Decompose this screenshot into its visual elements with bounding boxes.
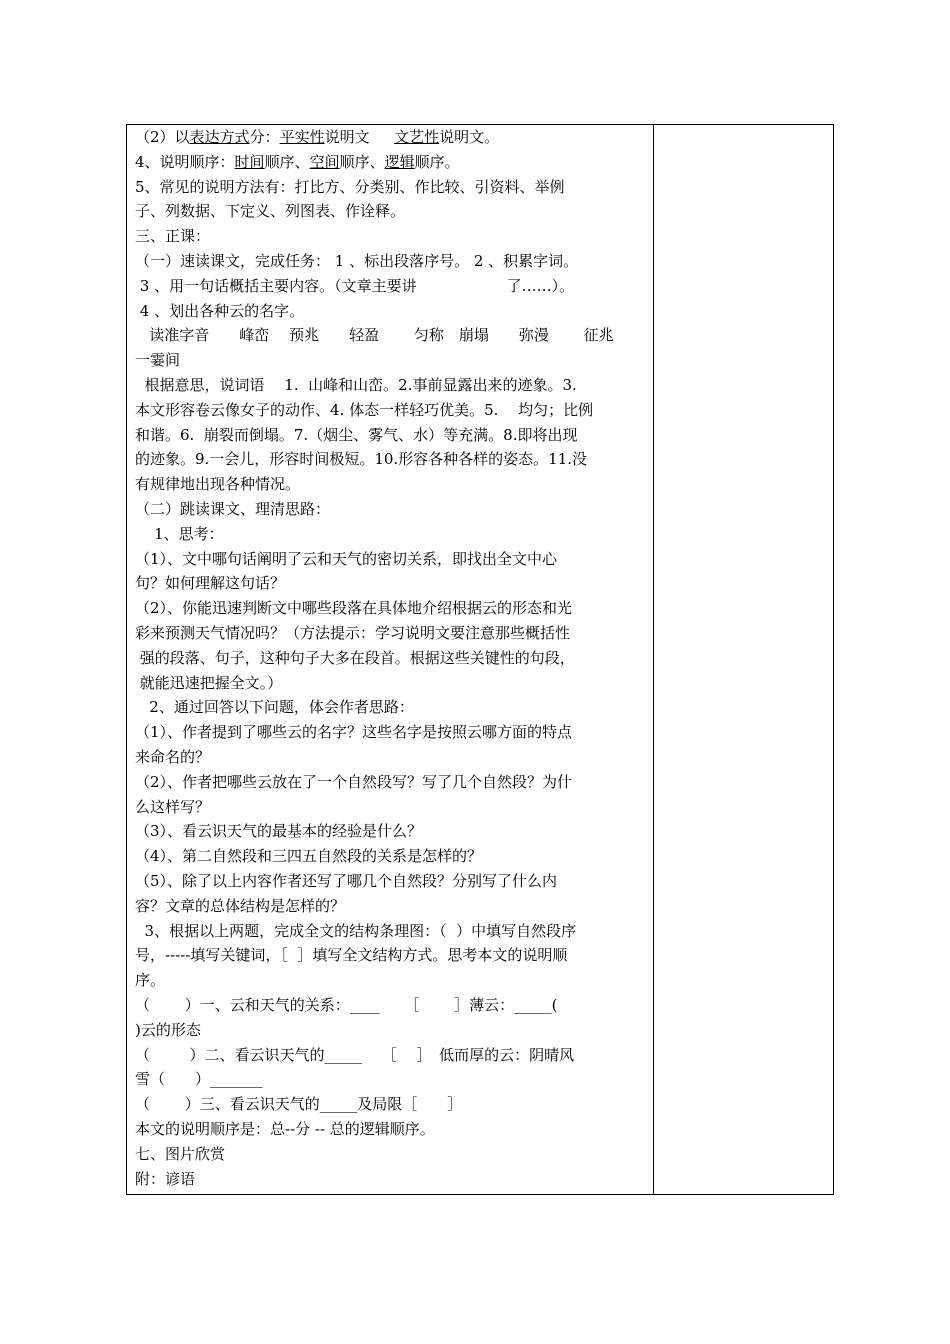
text-run: 顺序、: [339, 152, 385, 171]
text-run: 3、根据以上两题，完成全文的结构条理图：（ ）中填写自然段序: [135, 921, 577, 940]
text-line: [135, 127, 499, 147]
text-line: [135, 177, 565, 197]
text-run: 雪（ ）_______: [135, 1070, 263, 1089]
text-run: 强的段落、句子，这种句子大多在段首。根据这些关键性的句段，: [135, 648, 575, 667]
text-line: [135, 573, 285, 593]
text-line: [135, 474, 300, 494]
text-line: [135, 1119, 435, 1139]
text-run: （ ）三、看云识天气的_____及局限［ ］: [135, 1095, 463, 1114]
text-run: 根据意思，说词语 1. 山峰和山峦。2.事前显露出来的迹象。3.: [135, 376, 577, 394]
text-run: （4）、第二自然段和三四五自然段的关系是怎样的？: [135, 847, 483, 866]
text-line: [135, 549, 557, 569]
underlined-term: 文艺性: [394, 128, 440, 146]
text-run: （1）、文中哪句话阐明了云和天气的密切关系，即找出全文中心: [135, 549, 558, 568]
text-run: 2、通过回答以下问题，体会作者思路：: [135, 698, 414, 717]
text-run: （5）、除了以上内容作者还写了哪几个自然段？分别写了什么内: [135, 872, 558, 890]
text-line: [135, 697, 414, 717]
text-run: 一霎间: [135, 351, 181, 370]
text-line: [135, 449, 587, 469]
text-line: [135, 995, 557, 1015]
text-line: [135, 276, 574, 296]
text-run: 5、常见的说明方法有：打比方、分类别、作比较、引资料、举例: [135, 177, 565, 196]
text-line: [135, 772, 572, 792]
text-line: [135, 921, 576, 941]
text-run: 说明文。: [439, 128, 500, 146]
text-line: [135, 1045, 574, 1065]
text-run: 容？文章的总体结构是怎样的？: [135, 896, 346, 915]
text-line: [135, 896, 345, 916]
text-run: 4 、划出各种云的名字。: [135, 301, 305, 320]
text-run: （2）以: [135, 128, 190, 146]
text-run: 来命名的？: [135, 748, 211, 766]
text-run: 说明文: [324, 128, 395, 146]
text-line: [135, 846, 482, 866]
text-line: [135, 722, 572, 742]
text-run: （ ）一、云和天气的关系：____ ［ ］薄云：_____(: [135, 996, 558, 1014]
text-line: [135, 524, 224, 544]
text-run: （1）、作者提到了哪些云的名字？这些名字是按照云哪方面的特点: [135, 723, 573, 742]
text-run: 本文的说明顺序是：总--分 -- 总的逻辑顺序。: [135, 1120, 435, 1138]
text-run: )云的形态: [135, 1020, 201, 1039]
text-line: [135, 499, 330, 519]
text-line: [135, 797, 210, 817]
text-line: [135, 425, 577, 445]
text-run: 子、列数据、下定义、列图表、作诠释。: [135, 202, 406, 221]
text-run: 本文形容卷云像女子的动作、4. 体态一样轻巧优美。5. 均匀；比例: [135, 400, 594, 419]
text-line: [135, 301, 304, 321]
text-line: [135, 598, 572, 618]
text-line: [135, 945, 567, 965]
underlined-term: 表达方式: [189, 128, 250, 146]
text-line: [135, 251, 578, 271]
text-run: 序。: [135, 971, 166, 990]
text-run: （2）、你能迅速判断文中哪些段落在具体地介绍根据云的形态和光: [135, 599, 573, 618]
text-run: 附：谚语: [135, 1169, 196, 1188]
text-run: （ ）二、看云识天气的_____ ［ ］ 低而厚的云：阴晴风: [135, 1045, 575, 1064]
text-line: [135, 871, 557, 891]
text-line: [135, 226, 210, 246]
text-run: 句？如何理解这句话？: [135, 574, 286, 593]
text-line: [135, 648, 575, 668]
text-line: [135, 821, 422, 841]
underlined-term: 逻辑: [384, 152, 415, 171]
lesson-content-cell: [135, 125, 647, 1194]
text-run: 的迹象。9.一会儿，形容时间极短。10.形容各种各样的姿态。11.没: [135, 450, 588, 469]
text-run: 有规律地出现各种情况。: [135, 475, 301, 494]
text-run: 就能迅速把握全文。）: [135, 673, 283, 692]
text-run: 3 、用一句话概括主要内容。（文章主要讲 了……）。: [135, 276, 575, 295]
text-line: [135, 623, 570, 643]
text-line: [135, 1169, 195, 1189]
notes-cell: [654, 125, 833, 1194]
text-run: 号，-----填写关键词，［ ］填写全文结构方式。思考本文的说明顺: [135, 946, 568, 965]
text-run: 和谐。6. 崩裂而倒塌。7.（烟尘、雾气、水）等充满。8.即将出现: [135, 425, 578, 444]
text-run: 1、思考：: [135, 524, 224, 543]
text-line: [135, 201, 405, 221]
text-run: 4、说明顺序：: [135, 152, 235, 171]
text-run: 读准字音 峰峦 预兆 轻盈 匀称 崩塌 弥漫 征兆: [135, 326, 614, 345]
underlined-term: 时间: [234, 152, 265, 171]
text-line: [135, 747, 210, 767]
text-line: [135, 375, 577, 395]
text-line: [135, 152, 460, 172]
text-line: [135, 325, 614, 345]
text-line: [135, 1094, 462, 1114]
text-line: [135, 1144, 225, 1164]
text-line: [135, 970, 165, 990]
text-run: 顺序、: [264, 152, 310, 171]
text-run: 顺序。: [414, 152, 460, 171]
underlined-term: 平实性: [279, 128, 325, 146]
underlined-term: 空间: [309, 152, 340, 171]
text-run: 七、图片欣赏: [135, 1144, 226, 1163]
text-run: 三、正课：: [135, 227, 211, 246]
lesson-table: [126, 124, 834, 1195]
text-run: （2）、作者把哪些云放在了一个自然段写？写了几个自然段？为什: [135, 772, 573, 791]
text-line: [135, 400, 593, 420]
text-run: 么这样写？: [135, 797, 211, 816]
text-run: （一）速读课文，完成任务： 1 、标出段落序号。 2 、积累字词。: [135, 252, 579, 270]
text-line: [135, 350, 180, 370]
text-run: （二）跳读课文、理清思路：: [135, 500, 331, 518]
text-line: [135, 1020, 201, 1040]
text-line: [135, 673, 282, 693]
text-line: [135, 1069, 263, 1089]
text-run: （3）、看云识天气的最基本的经验是什么？: [135, 822, 423, 841]
text-run: 分：: [249, 128, 280, 146]
text-run: 彩来预测天气情况吗？（方法提示：学习说明文要注意那些概括性: [135, 624, 571, 642]
